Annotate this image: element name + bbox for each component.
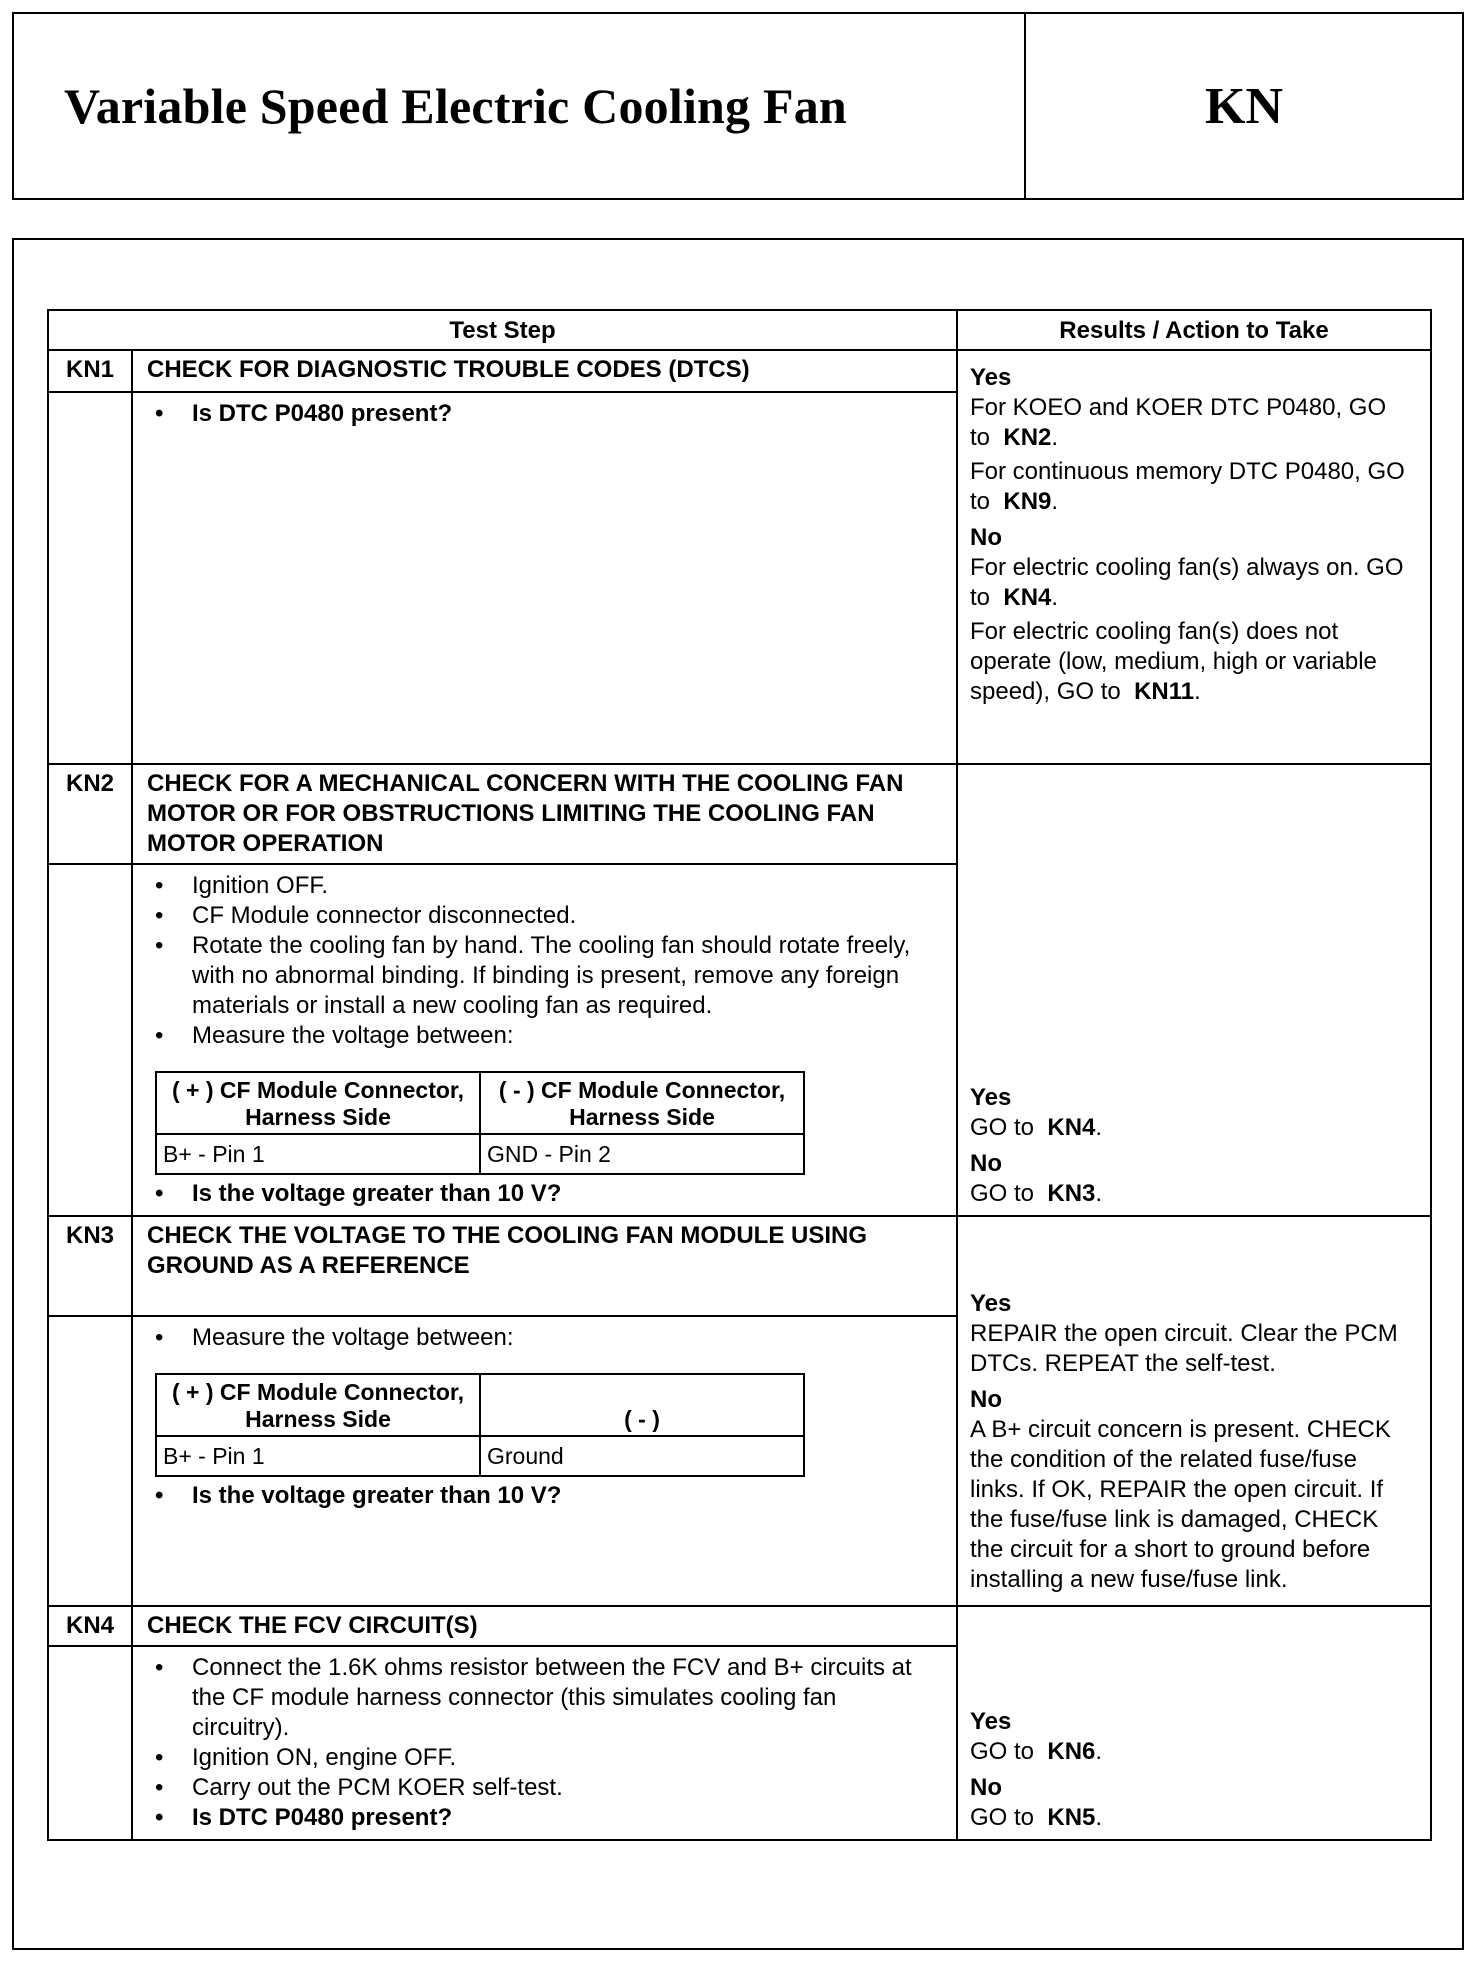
- section-code: KN: [1205, 77, 1283, 135]
- step-ref: KN11: [1134, 678, 1195, 705]
- result-text: For KOEO and KOER DTC P0480, GO to KN2.: [970, 394, 1387, 451]
- voltage-table: [155, 1373, 805, 1477]
- voltage-table-header: ( - ): [480, 1374, 804, 1436]
- step-id-spacer: [48, 392, 132, 764]
- yes-label: Yes: [970, 1708, 1012, 1735]
- step-ref: KN4: [1047, 1114, 1096, 1141]
- step-kn4-body: [132, 1646, 957, 1840]
- code-cell: [1026, 14, 1462, 198]
- table-header-row: [48, 310, 1431, 350]
- step-kn3-body: [132, 1316, 957, 1606]
- step-ref: KN5: [1047, 1804, 1096, 1831]
- result-text: For continuous memory DTC P0480, GO to KN9.: [970, 458, 1405, 515]
- no-label: No: [970, 1150, 1002, 1177]
- step-ref: KN3: [1047, 1180, 1096, 1207]
- yes-label: Yes: [970, 1084, 1012, 1111]
- step-question: • Is DTC P0480 present?: [145, 399, 926, 429]
- voltage-table: [155, 1071, 805, 1175]
- step-kn1-results: [957, 350, 1431, 764]
- voltage-table-cell: B+ - Pin 1: [156, 1134, 480, 1174]
- step-id: KN3: [48, 1216, 132, 1316]
- step-id-spacer: [48, 864, 132, 1216]
- step-question: • Is the voltage greater than 10 V?: [145, 1179, 926, 1209]
- step-kn4-results: [957, 1606, 1431, 1840]
- step-kn2-body: [132, 864, 957, 1216]
- col-test-step: Test Step: [48, 310, 957, 350]
- step-kn4-title-row: [48, 1606, 1431, 1646]
- result-text: A B+ circuit concern is present. CHECK the condition of the related fuse/fuse links. If OK, REPAIR the open circuit. If the fuse/fuse link is damaged, CHECK the circuit for a short to ground before installing a new fuse/fuse link.: [970, 1416, 1391, 1593]
- result-text: GO to KN3.: [970, 1180, 1103, 1207]
- step-bullet: • Carry out the PCM KOER self-test.: [145, 1773, 926, 1803]
- step-bullet: • Rotate the cooling fan by hand. The cooling fan should rotate freely, with no abnormal binding. If binding is present, remove any foreign materials or install a new cooling fan as required.: [145, 931, 926, 1021]
- step-title: CHECK FOR A MECHANICAL CONCERN WITH THE COOLING FAN MOTOR OR FOR OBSTRUCTIONS LIMITING THE COOLING FAN MOTOR OPERATION: [132, 764, 957, 864]
- step-title: CHECK THE VOLTAGE TO THE COOLING FAN MODULE USING GROUND AS A REFERENCE: [132, 1216, 957, 1316]
- result-text: REPAIR the open circuit. Clear the PCM DTCs. REPEAT the self-test.: [970, 1320, 1398, 1377]
- no-label: No: [970, 524, 1002, 551]
- no-label: No: [970, 1386, 1002, 1413]
- voltage-table-cell: B+ - Pin 1: [156, 1436, 480, 1476]
- result-text: GO to KN4.: [970, 1114, 1103, 1141]
- voltage-table-cell: Ground: [480, 1436, 804, 1476]
- title-cell: [14, 14, 1026, 198]
- step-bullet: • Connect the 1.6K ohms resistor between the FCV and B+ circuits at the CF module harness connector (this simulates cooling fan circuitry).: [145, 1653, 926, 1743]
- step-kn3-title-row: [48, 1216, 1431, 1316]
- step-kn3-results: [957, 1216, 1431, 1606]
- voltage-table-header: ( + ) CF Module Connector, Harness Side: [156, 1072, 480, 1134]
- step-kn1-body: [132, 392, 957, 764]
- step-id: KN4: [48, 1606, 132, 1646]
- step-ref: KN9: [1003, 488, 1052, 515]
- voltage-table-cell: GND - Pin 2: [480, 1134, 804, 1174]
- step-bullet: • Ignition OFF.: [145, 871, 926, 901]
- page-title: Variable Speed Electric Cooling Fan: [64, 78, 847, 134]
- step-question: • Is DTC P0480 present?: [145, 1803, 926, 1833]
- step-id-spacer: [48, 1316, 132, 1606]
- result-text: For electric cooling fan(s) does not operate (low, medium, high or variable speed), GO to KN11.: [970, 618, 1377, 705]
- col-results: Results / Action to Take: [957, 310, 1431, 350]
- step-title: CHECK THE FCV CIRCUIT(S): [132, 1606, 957, 1646]
- step-kn2-results: [957, 764, 1431, 1216]
- test-step-table: [47, 309, 1432, 1841]
- step-kn2-title-row: [48, 764, 1431, 864]
- result-text: GO to KN5.: [970, 1804, 1103, 1831]
- step-id: KN2: [48, 764, 132, 864]
- result-text: GO to KN6.: [970, 1738, 1103, 1765]
- step-id-spacer: [48, 1646, 132, 1840]
- no-label: No: [970, 1774, 1002, 1801]
- step-id: KN1: [48, 350, 132, 392]
- step-ref: KN4: [1003, 584, 1052, 611]
- step-ref: KN6: [1047, 1738, 1096, 1765]
- step-kn1-title-row: [48, 350, 1431, 392]
- step-title: CHECK FOR DIAGNOSTIC TROUBLE CODES (DTCS): [132, 350, 957, 392]
- title-block: [12, 12, 1464, 200]
- result-text: For electric cooling fan(s) always on. GO to KN4.: [970, 554, 1404, 611]
- step-bullet: • Measure the voltage between:: [145, 1323, 926, 1353]
- step-ref: KN2: [1003, 424, 1052, 451]
- voltage-table-header: ( + ) CF Module Connector, Harness Side: [156, 1374, 480, 1436]
- yes-label: Yes: [970, 1290, 1012, 1317]
- step-bullet: • CF Module connector disconnected.: [145, 901, 926, 931]
- step-question: • Is the voltage greater than 10 V?: [145, 1481, 926, 1511]
- voltage-table-header: ( - ) CF Module Connector, Harness Side: [480, 1072, 804, 1134]
- yes-label: Yes: [970, 364, 1012, 391]
- step-bullet: • Ignition ON, engine OFF.: [145, 1743, 926, 1773]
- step-bullet: • Measure the voltage between:: [145, 1021, 926, 1051]
